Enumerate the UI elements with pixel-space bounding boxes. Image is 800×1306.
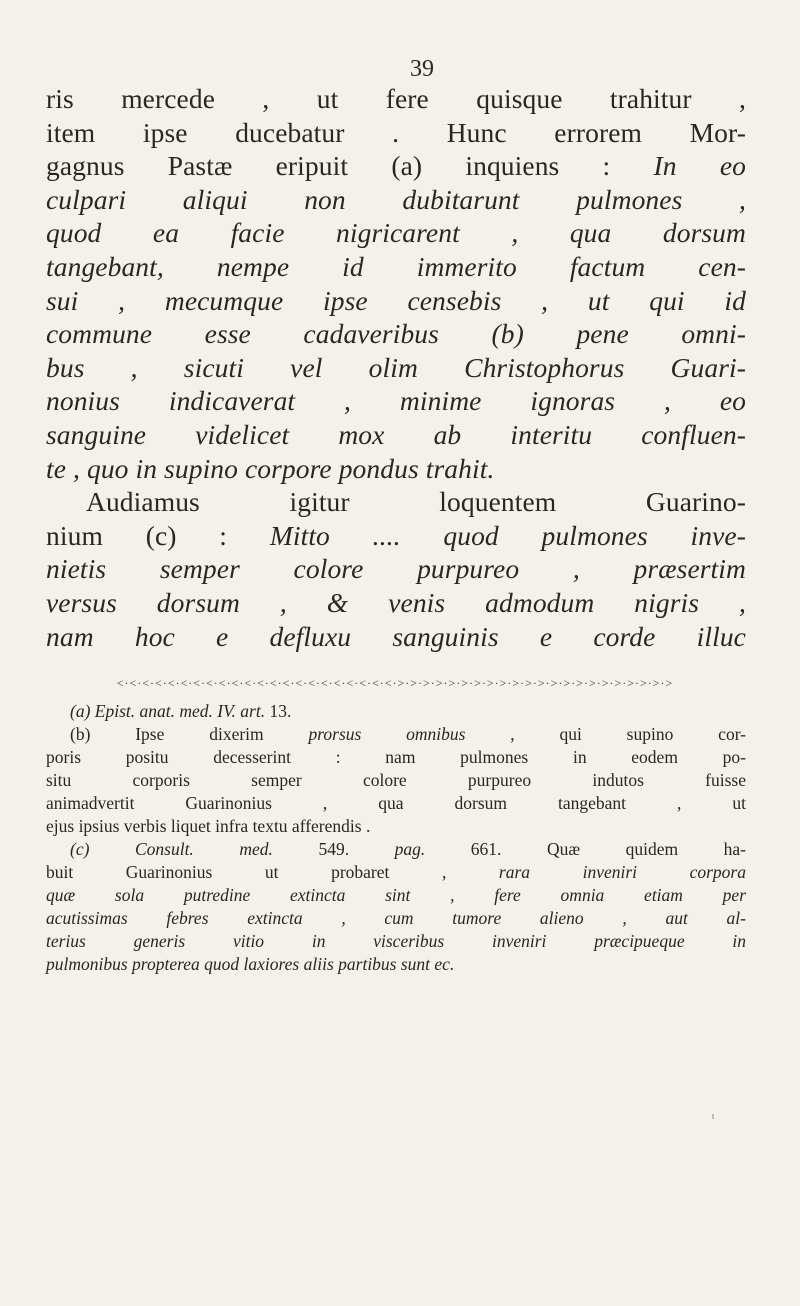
body-line: Audiamus igitur loquentem Guarino- xyxy=(86,486,746,518)
body-line: nonius indicaverat , minime ignoras , eo xyxy=(46,385,746,417)
footnotes xyxy=(46,700,746,976)
footnote-line: situ corporis semper colore purpureo indutos fuisse xyxy=(46,770,746,790)
body-line: culpari aliqui non dubitarunt pulmones , xyxy=(46,183,746,215)
body-line: item ipse ducebatur . Hunc errorem Mor- xyxy=(46,116,746,148)
body-line: bus , sicuti vel olim Christophorus Guari- xyxy=(46,351,746,383)
body-line: nam hoc e defluxu sanguinis e corde illuc xyxy=(46,620,746,652)
body-line: ris mercede , ut fere quisque trahitur , xyxy=(46,83,746,114)
footnote-line: buit Guarinonius ut probaret , rara inveniri corpora xyxy=(46,862,746,882)
footnote-line: (a) Epist. anat. med. IV. art. 13. xyxy=(70,701,292,721)
footnote-line: terius generis vitio in visceribus inveniri præcipueque in xyxy=(46,931,746,951)
footnote-line: (c) Consult. med. 549. pag. 661. Quæ quidem ha- xyxy=(70,839,746,859)
body-line: commune esse cadaveribus (b) pene omni- xyxy=(46,318,746,350)
body-line: gagnus Pastæ eripuit (a) inquiens : In eo xyxy=(46,150,746,182)
page-number: 39 xyxy=(410,56,434,82)
body-line: versus dorsum , & venis admodum nigris , xyxy=(46,586,746,618)
body-line: quod ea facie nigricarent , qua dorsum xyxy=(46,217,746,249)
body-line: nietis semper colore purpureo , præsertim xyxy=(46,553,746,585)
ornamental-divider: <·<·<·<·<·<·<·<·<·<·<·<·<·<·<·<·<·<·<·<·<·<·>·>·>·>·>·>·>·>·>·>·>·>·>·>·>·>·>·>·>·>·>·> xyxy=(116,676,674,690)
body-line: nium (c) : Mitto .... quod pulmones inve- xyxy=(46,519,746,551)
footnote-line: (b) Ipse dixerim prorsus omnibus , qui supino cor- xyxy=(70,724,747,744)
body-line: sui , mecumque ipse censebis , ut qui id xyxy=(46,284,746,316)
footnote-line: pulmonibus propterea quod laxiores aliis partibus sunt ec. xyxy=(46,954,455,974)
body-line: sanguine videlicet mox ab interitu confluen- xyxy=(46,418,746,450)
body-line: te , quo in supino corpore pondus trahit. xyxy=(46,452,495,484)
footnote-line: ejus ipsius verbis liquet infra textu afferendis . xyxy=(46,816,371,836)
footnote-line: animadvertit Guarinonius , qua dorsum tangebant , ut xyxy=(46,793,746,813)
footnote-line: quæ sola putredine extincta sint , fere omnia etiam per xyxy=(46,885,746,905)
paper-speck xyxy=(712,1114,714,1119)
footnote-line: poris positu decesserint : nam pulmones in eodem po- xyxy=(46,747,746,767)
body-line: tangebant, nempe id immerito factum cen- xyxy=(46,250,746,282)
body-text xyxy=(46,82,746,653)
footnote-line: acutissimas febres extincta , cum tumore alieno , aut al- xyxy=(46,908,746,928)
